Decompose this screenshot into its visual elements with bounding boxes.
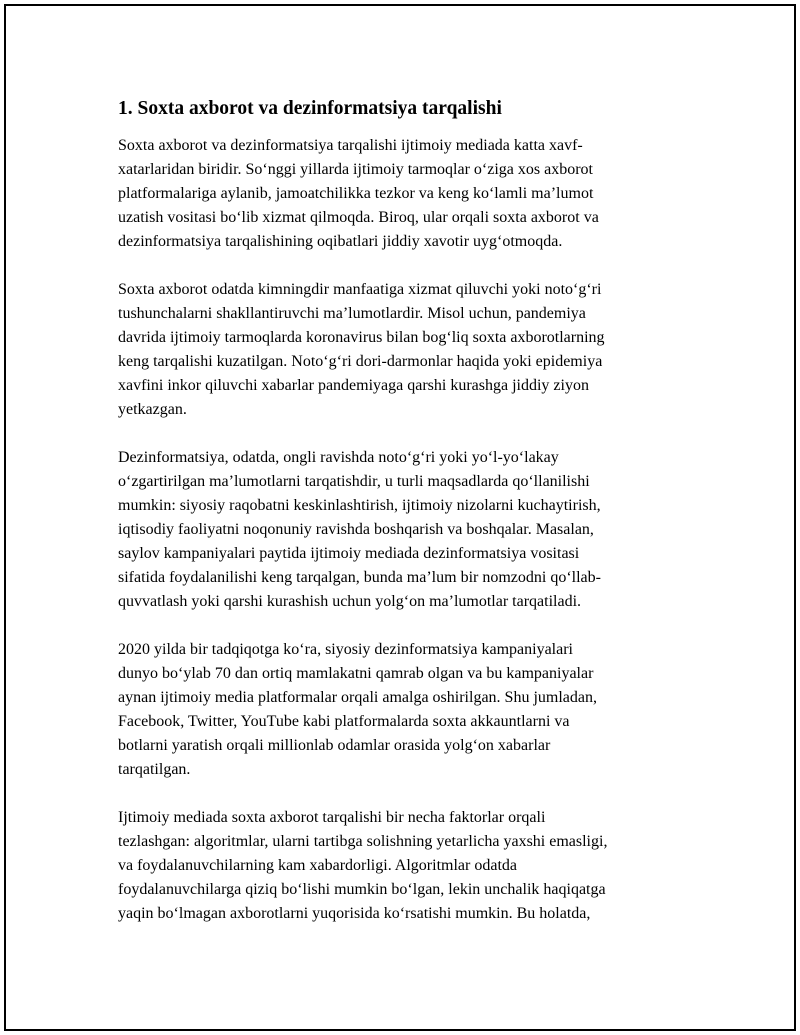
text-line: Ijtimoiy mediada soxta axborot tarqalishi bir necha faktorlar orqali [118,809,546,826]
text-line: tarqatilgan. [118,761,191,778]
text-line: sifatida foydalanilishi keng tarqalgan, bunda ma’lum bir nomzodni qo‘llab- [118,569,601,586]
body-paragraph [118,638,693,782]
text-line: Soxta axborot odatda kimningdir manfaatiga xizmat qiluvchi yoki noto‘g‘ri [118,281,602,298]
text-line: tushunchalarni shakllantiruvchi ma’lumotlardir. Misol uchun, pandemiya [118,305,586,322]
text-line: keng tarqalishi kuzatilgan. Noto‘g‘ri dori-darmonlar haqida yoki epidemiya [118,353,603,370]
text-line: Dezinformatsiya, odatda, ongli ravishda noto‘g‘ri yoki yo‘l-yo‘lakay [118,449,559,466]
text-line: dunyo bo‘ylab 70 dan ortiq mamlakatni qamrab olgan va bu kampaniyalar [118,665,594,682]
text-line: xatarlaridan biridir. So‘nggi yillarda ijtimoiy tarmoqlar o‘ziga xos axborot [118,161,593,178]
body-paragraph [118,278,693,422]
text-line: aynan ijtimoiy media platformalar orqali amalga oshirilgan. Shu jumladan, [118,689,597,706]
text-line: yaqin bo‘lmagan axborotlarni yuqorisida ko‘rsatishi mumkin. Bu holatda, [118,905,591,922]
text-line: davrida ijtimoiy tarmoqlarda koronavirus bilan bog‘liq soxta axborotlarning [118,329,605,346]
text-line: quvvatlash yoki qarshi kurashish uchun yolg‘on ma’lumotlar tarqatiladi. [118,593,582,610]
text-line: mumkin: siyosiy raqobatni keskinlashtirish, ijtimoiy nizolarni kuchaytirish, [118,497,601,514]
text-line: xavfini inkor qiluvchi xabarlar pandemiyaga qarshi kurashga jiddiy ziyon [118,377,589,394]
text-line: o‘zgartirilgan ma’lumotlarni tarqatishdir, u turli maqsadlarda qo‘llanilishi [118,473,590,490]
text-line: dezinformatsiya tarqalishining oqibatlari jiddiy xavotir uyg‘otmoqda. [118,233,563,250]
text-line: foydalanuvchilarga qiziq bo‘lishi mumkin bo‘lgan, lekin unchalik haqiqatga [118,881,606,898]
text-line: 2020 yilda bir tadqiqotga ko‘ra, siyosiy dezinformatsiya kampaniyalari [118,641,573,658]
body-paragraph [118,446,693,614]
text-line: botlarni yaratish orqali millionlab odamlar orasida yolg‘on xabarlar [118,737,551,754]
body-paragraph [118,134,693,254]
text-line: Facebook, Twitter, YouTube kabi platformalarda soxta akkauntlarni va [118,713,570,730]
body-paragraph [118,806,693,926]
document-content [118,97,693,950]
text-line: va foydalanuvchilarning kam xabardorligi. Algoritmlar odatda [118,857,517,874]
text-line: Soxta axborot va dezinformatsiya tarqalishi ijtimoiy mediada katta xavf- [118,137,583,154]
paragraph-list [118,134,693,926]
text-line: yetkazgan. [118,401,187,418]
section-heading: 1. Soxta axborot va dezinformatsiya tarqalishi [118,98,502,119]
text-line: uzatish vositasi bo‘lib xizmat qilmoqda. Biroq, ular orqali soxta axborot va [118,209,599,226]
document-page [4,4,796,1031]
text-line: saylov kampaniyalari paytida ijtimoiy mediada dezinformatsiya vositasi [118,545,580,562]
text-line: iqtisodiy faoliyatni noqonuniy ravishda boshqarish va boshqalar. Masalan, [118,521,594,538]
text-line: tezlashgan: algoritmlar, ularni tartibga solishning yetarlicha yaxshi emasligi, [118,833,608,850]
text-line: platformalariga aylanib, jamoatchilikka tezkor va keng ko‘lamli ma’lumot [118,185,594,202]
